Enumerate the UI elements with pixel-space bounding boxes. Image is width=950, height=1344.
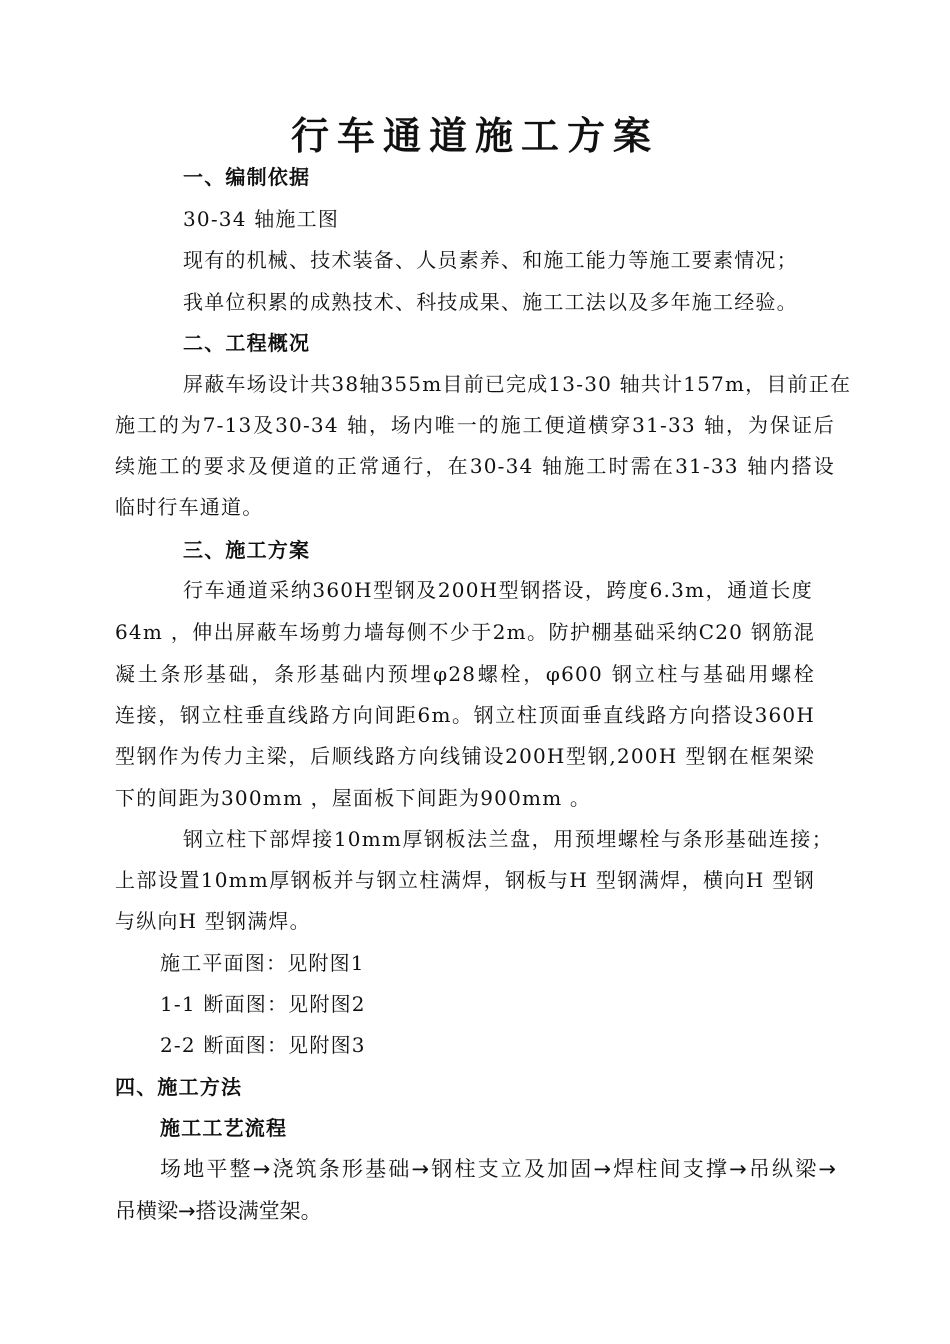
- paragraph-line: 屏蔽车场设计共38轴355m目前已完成13-30 轴共计157m，目前正在: [183, 372, 852, 396]
- section-heading-basis: 一、编制依据: [183, 165, 311, 189]
- paragraph-line: 型钢作为传力主梁，后顺线路方向线铺设200H型钢,200H 型钢在框架梁: [115, 744, 815, 768]
- subheading-process-flow: 施工工艺流程: [160, 1116, 288, 1140]
- paragraph-line: 与纵向H 型钢满焊。: [115, 909, 311, 933]
- paragraph-line: 行车通道采纳360H型钢及200H型钢搭设，跨度6.3m，通道长度: [183, 578, 813, 602]
- paragraph-line: 30-34 轴施工图: [183, 207, 340, 231]
- paragraph-line: 现有的机械、技术装备、人员素养、和施工能力等施工要素情况；: [183, 248, 798, 272]
- paragraph-line: 连接，钢立柱垂直线路方向间距6m。钢立柱顶面垂直线路方向搭设360H: [115, 703, 815, 727]
- attachment-ref: 1-1 断面图：见附图2: [160, 992, 366, 1016]
- paragraph-line: 下的间距为300mm ，屋面板下间距为900mm 。: [115, 786, 592, 810]
- paragraph-line: 续施工的要求及便道的正常通行，在30-34 轴施工时需在31-33 轴内搭设: [115, 454, 835, 478]
- process-flow-line: 场地平整→浇筑条形基础→钢柱支立及加固→焊柱间支撑→吊纵梁→: [160, 1157, 836, 1181]
- process-flow-line: 吊横梁→搭设满堂架。: [115, 1199, 322, 1223]
- paragraph-line: 我单位积累的成熟技术、科技成果、施工工法以及多年施工经验。: [183, 290, 798, 314]
- attachment-ref: 2-2 断面图：见附图3: [160, 1033, 366, 1057]
- section-heading-plan: 三、施工方案: [183, 538, 311, 562]
- paragraph-line: 施工的为7-13及30-34 轴，场内唯一的施工便道横穿31-33 轴，为保证后: [115, 413, 835, 437]
- paragraph-line: 64m ，伸出屏蔽车场剪力墙每侧不少于2m。防护棚基础采纳C20 钢筋混: [115, 620, 815, 644]
- section-heading-overview: 二、工程概况: [183, 331, 311, 355]
- attachment-ref: 施工平面图：见附图1: [160, 951, 365, 975]
- section-heading-method: 四、施工方法: [115, 1075, 243, 1099]
- document-title: 行车通道施工方案: [290, 113, 659, 158]
- paragraph-line: 钢立柱下部焊接10mm厚钢板法兰盘，用预埋螺栓与条形基础连接；: [183, 827, 833, 851]
- paragraph-line: 上部设置10mm厚钢板并与钢立柱满焊，钢板与H 型钢满焊，横向H 型钢: [115, 868, 815, 892]
- paragraph-line: 凝土条形基础，条形基础内预埋φ28螺栓，φ600 钢立柱与基础用螺栓: [115, 662, 815, 686]
- paragraph-line: 临时行车通道。: [115, 495, 264, 519]
